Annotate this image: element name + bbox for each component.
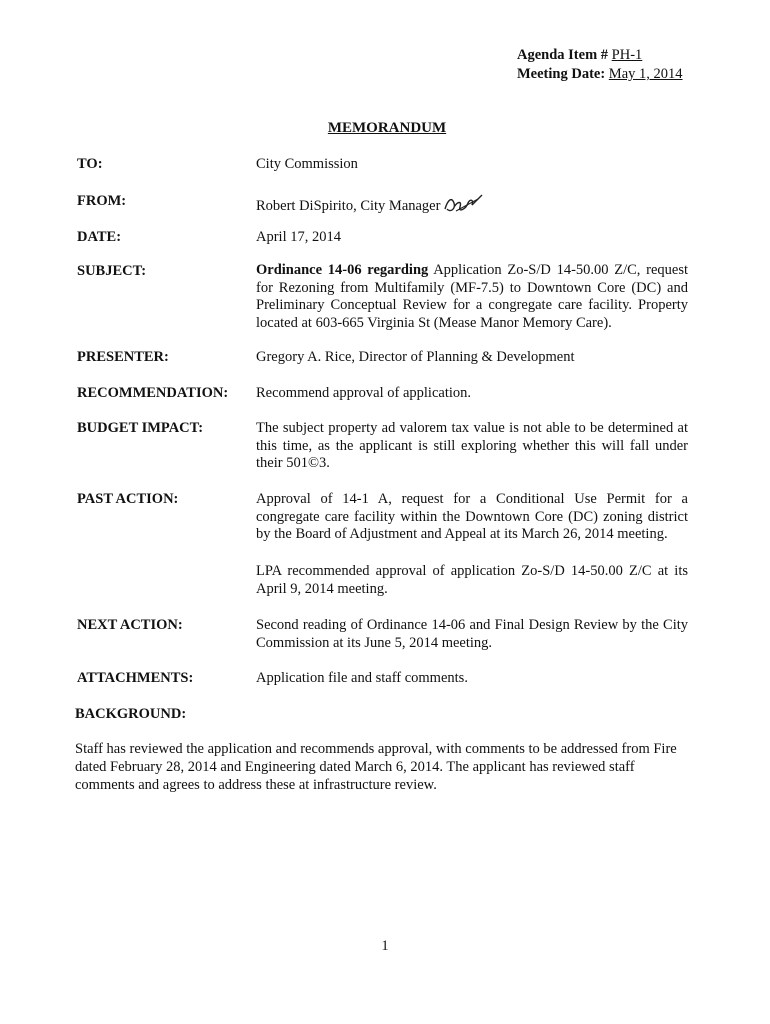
attachments-label: ATTACHMENTS: (77, 670, 194, 686)
agenda-item-row (517, 46, 688, 65)
next-action-value: Second reading of Ordinance 14-06 and Final Design Review by the City Commission at its June 5, 2014 meeting. (256, 617, 688, 651)
past-action-value-2: LPA recommended approval of application Zo-S/D 14-50.00 Z/C at its April 9, 2014 meeting. (256, 563, 688, 597)
background-label: BACKGROUND: (75, 706, 187, 722)
from-value (256, 193, 688, 221)
agenda-item-label: Agenda Item # (517, 47, 609, 63)
subject-bold-text: Ordinance 14-06 regarding (256, 262, 429, 278)
budget-impact-value: The subject property ad valorem tax value is not able to be determined at this time, as the applicant is still exploring whether this will fall under their 501©3. (256, 420, 688, 471)
budget-impact-label: BUDGET IMPACT: (77, 420, 204, 436)
date-label: DATE: (77, 229, 122, 245)
recommendation-label: RECOMMENDATION: (77, 385, 229, 401)
from-label: FROM: (77, 193, 127, 209)
meeting-date-label: Meeting Date: (517, 66, 606, 82)
meeting-date-value: May 1, 2014 (608, 66, 683, 82)
to-label: TO: (77, 156, 103, 172)
presenter-label: PRESENTER: (77, 349, 169, 365)
next-action-label: NEXT ACTION: (77, 617, 183, 633)
meeting-date-row (517, 65, 688, 84)
agenda-header (517, 46, 688, 84)
memo-title (0, 120, 770, 137)
past-action-label: PAST ACTION: (77, 491, 179, 507)
from-value-text: Robert DiSpirito, City Manager (256, 198, 441, 215)
agenda-item-value: PH-1 (611, 47, 643, 63)
memo-title-text: MEMORANDUM (327, 120, 447, 136)
to-value: City Commission (256, 156, 358, 172)
subject-value (256, 262, 688, 332)
presenter-value: Gregory A. Rice, Director of Planning & Development (256, 349, 575, 365)
past-action-value: Approval of 14-1 A, request for a Conditional Use Permit for a congregate care facility within the Downtown Core (DC) zoning district by the Board of Adjustment and Appeal at its March 26, 2014 meeting. (256, 491, 688, 542)
date-value: April 17, 2014 (256, 229, 341, 245)
background-text: Staff has reviewed the application and recommends approval, with comments to be addressed from Fire dated February 28, 2014 and Engineering dated March 6, 2014. The applicant has reviewed staff comments and agrees to address these at infrastructure review. (75, 741, 677, 793)
recommendation-value: Recommend approval of application. (256, 385, 472, 401)
subject-label: SUBJECT: (77, 263, 147, 279)
initials-signature-icon (442, 193, 484, 221)
attachments-value: Application file and staff comments. (256, 670, 468, 686)
subject-text: Application Zo-S/D 14-50.00 Z/C, request for Rezoning from Multifamily (MF-7.5) to Downtown Core (DC) and Preliminary Conceptual Review for a congregate care facility. Property located at 603-665 Virginia St (Mease Manor Memory Care). (256, 262, 689, 331)
page-number: 1 (381, 938, 389, 954)
